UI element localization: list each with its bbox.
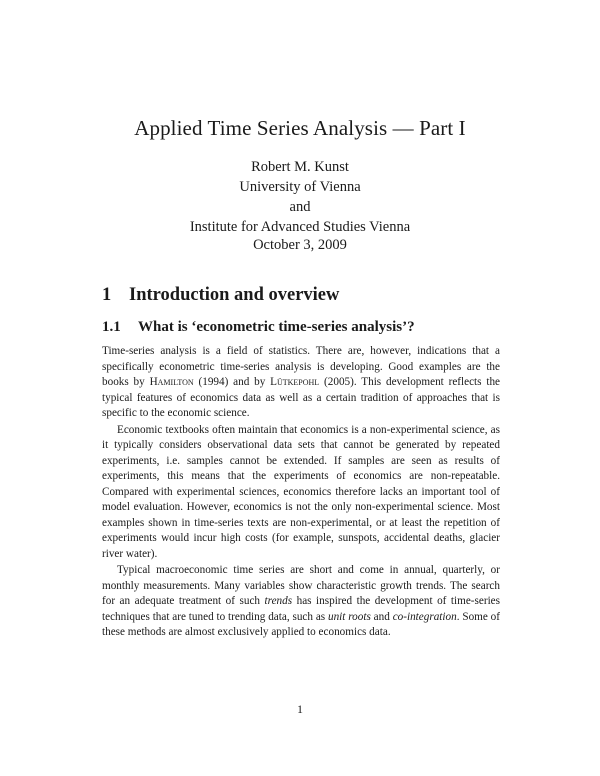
citation-lutkepohl: Lütkepohl: [270, 376, 320, 388]
page-number: 1: [297, 702, 303, 716]
section-number: 1: [102, 285, 112, 305]
section-heading: [102, 285, 339, 306]
subsection-title: What is ‘econometric time-series analysis’?: [138, 319, 415, 335]
paragraph-3-text-d: . Some of these methods are almost exclusively applied to economics data.: [102, 610, 500, 638]
author-block: [0, 157, 600, 237]
affiliation-conjunction: and: [289, 199, 311, 215]
paragraph-3-text-c: and: [370, 610, 393, 623]
paragraph-2: Economic textbooks often maintain that economics is a non-experimental science, as it typically considers observational data sets that cannot be generated by repeated experiments, i.e. samples cannot be extended. If samples are seen as results of experiments, this means that the experiments of economics are non-repeatable. Compared with experimental sciences, economics therefore lacks an important tool of model evaluation. However, economics is not the only non-experimental science. Most examples shown in time-series texts are non-experimental, or at least the repetition of experiments would incur high costs (for example, sunspots, accidental deaths, glacier river water).: [102, 423, 500, 560]
affiliation-1: University of Vienna: [239, 179, 361, 195]
section-title: Introduction and overview: [129, 285, 340, 305]
citation-hamilton: Hamilton: [149, 376, 194, 388]
subsection-heading: [102, 319, 415, 336]
affiliation-2: Institute for Advanced Studies Vienna: [189, 219, 411, 235]
paragraph-3: [102, 563, 500, 641]
body-text: [102, 344, 500, 641]
paper-title: Applied Time Series Analysis — Part I: [134, 116, 466, 140]
subsection-number: 1.1: [102, 319, 121, 335]
emphasis-unit-roots: unit roots: [327, 610, 371, 623]
paragraph-3-text-b: has inspired the development of time-series techniques that are tuned to trending data, such as: [102, 595, 500, 623]
author-name: Robert M. Kunst: [251, 159, 349, 175]
paper-date: October 3, 2009: [253, 237, 347, 253]
paragraph-3-text-a: Typical macroeconomic time series are short and come in annual, quarterly, or monthly measurements. Many variables show characteristic growth trends. The search for an adequate treatment of such: [102, 564, 500, 607]
paragraph-1-text-a: Time-series analysis is a field of statistics. There are, however, indications that a specifically econometric time-series analysis is developing. Good examples are the books by: [102, 345, 500, 388]
paragraph-1-text-c: (2005). This development reflects the typical features of economics data as well as a certain tradition of approaches that is specific to the economic science.: [102, 376, 501, 419]
paragraph-1: [102, 344, 500, 422]
emphasis-co-integration: co-integration: [392, 610, 457, 623]
paragraph-1-text-b: (1994) and by: [193, 376, 271, 388]
emphasis-trends: trends: [264, 595, 293, 607]
